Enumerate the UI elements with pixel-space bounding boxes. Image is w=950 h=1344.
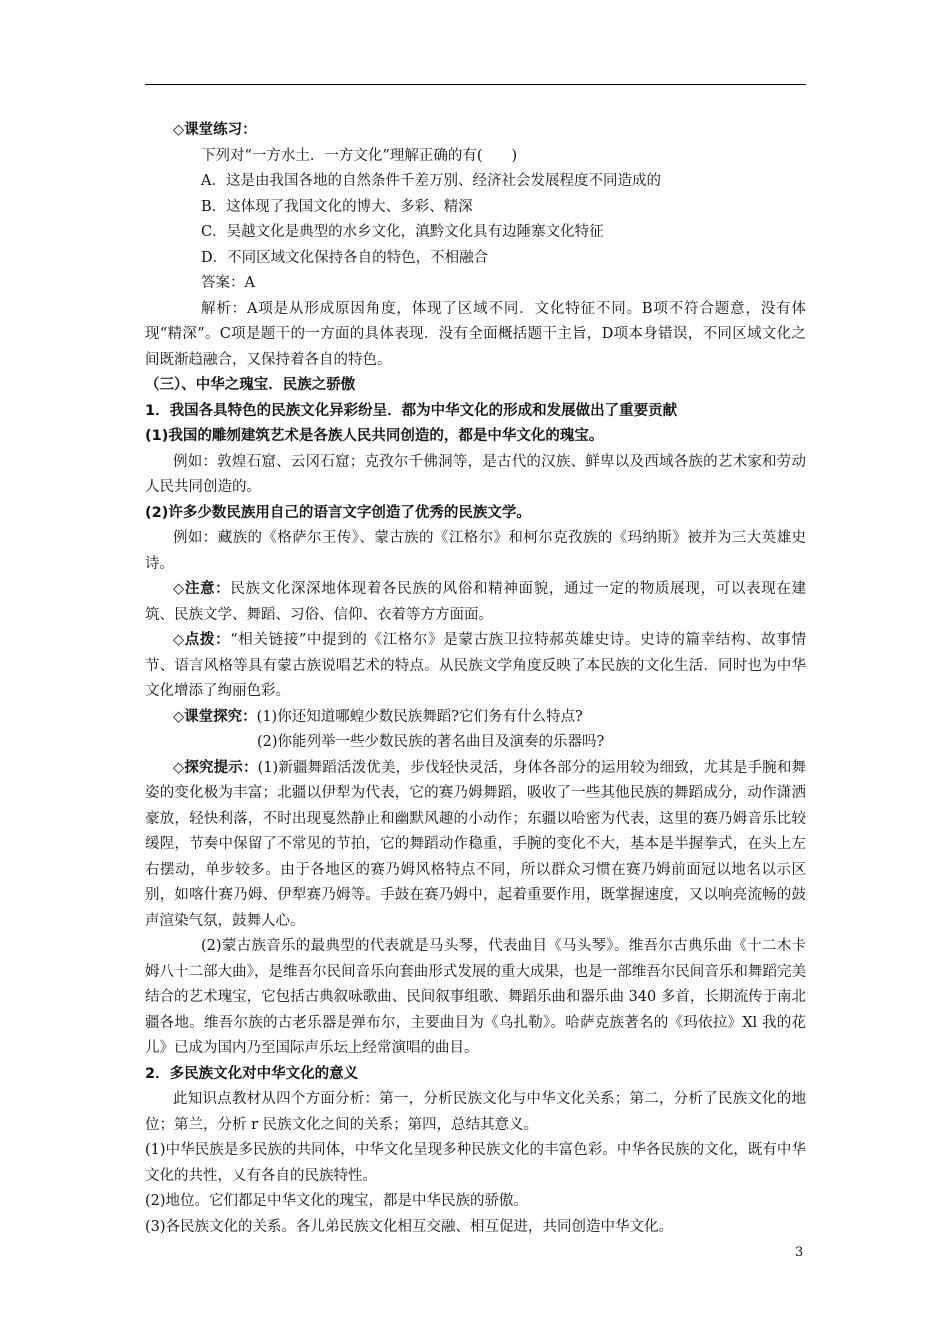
note-label: ◇注意：	[173, 581, 231, 597]
point-1-heading: 1．我国各具特色的民族文化异彩纷呈．都为中华文化的形成和发展做出了重要贡献	[145, 402, 678, 419]
header-rule	[145, 84, 806, 85]
explore-question-2: (2)你能列举一些少数民族的著名曲目及演奏的乐器吗?	[257, 734, 605, 750]
document-body	[145, 118, 806, 1240]
explore-label: ◇课堂探究：	[173, 708, 257, 725]
option-b: B．这体现了我国文化的博大、多彩、精深	[201, 198, 473, 215]
option-a: A．这是由我国各地的自然条件千差万别、经济社会发展程度不同造成的	[201, 173, 661, 189]
tip-paragraph	[145, 628, 806, 705]
option-d: D．不同区域文化保持各自的特色，不相融合	[201, 249, 489, 266]
point-2-intro: 此知识点教材从四个方面分析：第一，分析民族文化与中华文化关系；第二，分析了民族文化的地位；第兰，分析 r 民族文化之间的关系；第四，总结其意义。	[145, 1091, 806, 1133]
hint-label: ◇探究提示：	[173, 759, 258, 776]
point-2-heading: 2．多民族文化对中华文化的意义	[145, 1065, 359, 1082]
point-2-item-1: (1)中华民族是多民族的共同体，中华文化呈现多种民族文化的丰富色彩。中华各民族的文化，既有中华文化的共性，乂有各自的民族特性。	[145, 1142, 806, 1184]
exercise-heading: ◇课堂练习：	[173, 122, 257, 138]
section-title: （三）、中华之瑰宝．民族之骄傲	[145, 377, 356, 393]
point-2-item-2: (2)地位。它们都足中华文化的瑰宝，都是中华民族的骄傲。	[145, 1193, 529, 1209]
explore-question-1: (1)你还知道哪蝗少数民族舞蹈?它们务有什么特点?	[256, 708, 583, 725]
tip-label: ◇点拨：	[173, 632, 231, 648]
sub-2-heading: (2)许多少数民族用自己的语言文字创造了优秀的民族文学。	[145, 504, 531, 521]
hint-text-2: (2)蒙古族音乐的最典型的代表就是马头琴，代表曲目《马头琴》。维吾尔古典乐曲《十二木卡姆八十二部大曲》，是维吾尔民间音乐向套曲形式发展的重大成果，也是一部维吾尔民间音乐和舞蹈完美结合的艺术瑰宝，它包括古典叙咏歌曲、民间叙事组歌、舞蹈乐曲和器乐曲 340 多首，长期流传于南北疆各地。维吾尔族的古老乐器是弹布尔，主要曲目为《乌扎勒》。哈萨克族著名的《玛依拉》Xl 我的花儿》已成为国内乃至国际声乐坛上经常演唱的曲目。	[145, 938, 806, 1056]
page-number: 3	[795, 1245, 804, 1260]
option-c: C．吴越文化是典型的水乡文化，滇黔文化具有边陲寨文化特征	[201, 224, 604, 240]
point-2-item-3: (3)各民族文化的关系。各儿弟民族文化相互交融、相互促进，共同创造中华文化。	[145, 1218, 674, 1235]
sub-2-example: 例如：藏族的《格萨尔王传》、蒙古族的《江格尔》和柯尔克孜族的《玛纳斯》被并为三大英雄史诗。	[145, 530, 806, 572]
tip-text: “相关链接”中提到的《江格尔》是蒙古族卫拉特郝英雄史诗。史诗的篇幸结构、故事情节、语言风格等具有蒙古族说唱艺术的特点。从民族文学角度反映了本民族的文化生活．同时也为中华文化增添了绚丽色彩。	[145, 632, 806, 699]
exercise-question: 下列对“一方水土．一方文化”理解正确的有( )	[201, 147, 518, 164]
sub-1-example: 例如：敦煌石窟、云冈石窟；克孜尔千佛洞等，是古代的汉族、鲜卑以及西域各族的艺术家和劳动人民共同创造的。	[145, 453, 806, 495]
answer: 答案：A	[201, 275, 255, 291]
hint-text-1: (1)新疆舞蹈活泼优美，步伐轻快灵活，身体各部分的运用较为细致，尤其是手腕和舞姿的变化极为丰富；北疆以伊犁为代表，它的赛乃姆舞蹈，吸收了一些其他民族的舞蹈成分，动作潇洒豪放，轻快利落，不时出现戛然静止和幽默风趣的小动作；东疆以哈密为代表，这里的赛乃姆音乐比较缓陧，节奏中保留了不常见的节拍，它的舞蹈动作稳重，手腕的变化不大，基本是半握拳式，在头上左右摆动，单步较多。由于各地区的赛乃姆风格特点不同，所以群众习惯在赛乃姆前面冠以地名以示区别，如喀什赛乃姆、伊犁赛乃姆等。手鼓在赛乃姆中，起着重要作用，既掌握速度，又以响亮流畅的鼓声渲染气氛，鼓舞人心。	[145, 759, 806, 929]
explore-paragraph	[145, 705, 806, 731]
note-text: 民族文化深深地体现着各民族的风俗和精神面貌，通过一定的物质展现，可以表现在建筑、民族文学、舞蹈、习俗、信仰、衣着等方方面面。	[145, 581, 807, 623]
sub-1-heading: (1)我国的雕刎建筑艺术是各族人民共同创造的，都是中华文化的瑰宝。	[145, 428, 604, 444]
analysis: 解析：A项是从形成原因角度，体现了区域不同．文化特征不同。B项不符合题意，没有体现“精深”。C项是题干的一方面的具体表现．没有全面概括题干主旨，D项本身错误，不同区域文化之间既渐趋融合，又保持着各自的特色。	[145, 300, 806, 368]
hint-paragraph	[145, 756, 806, 935]
note-paragraph	[145, 577, 806, 628]
